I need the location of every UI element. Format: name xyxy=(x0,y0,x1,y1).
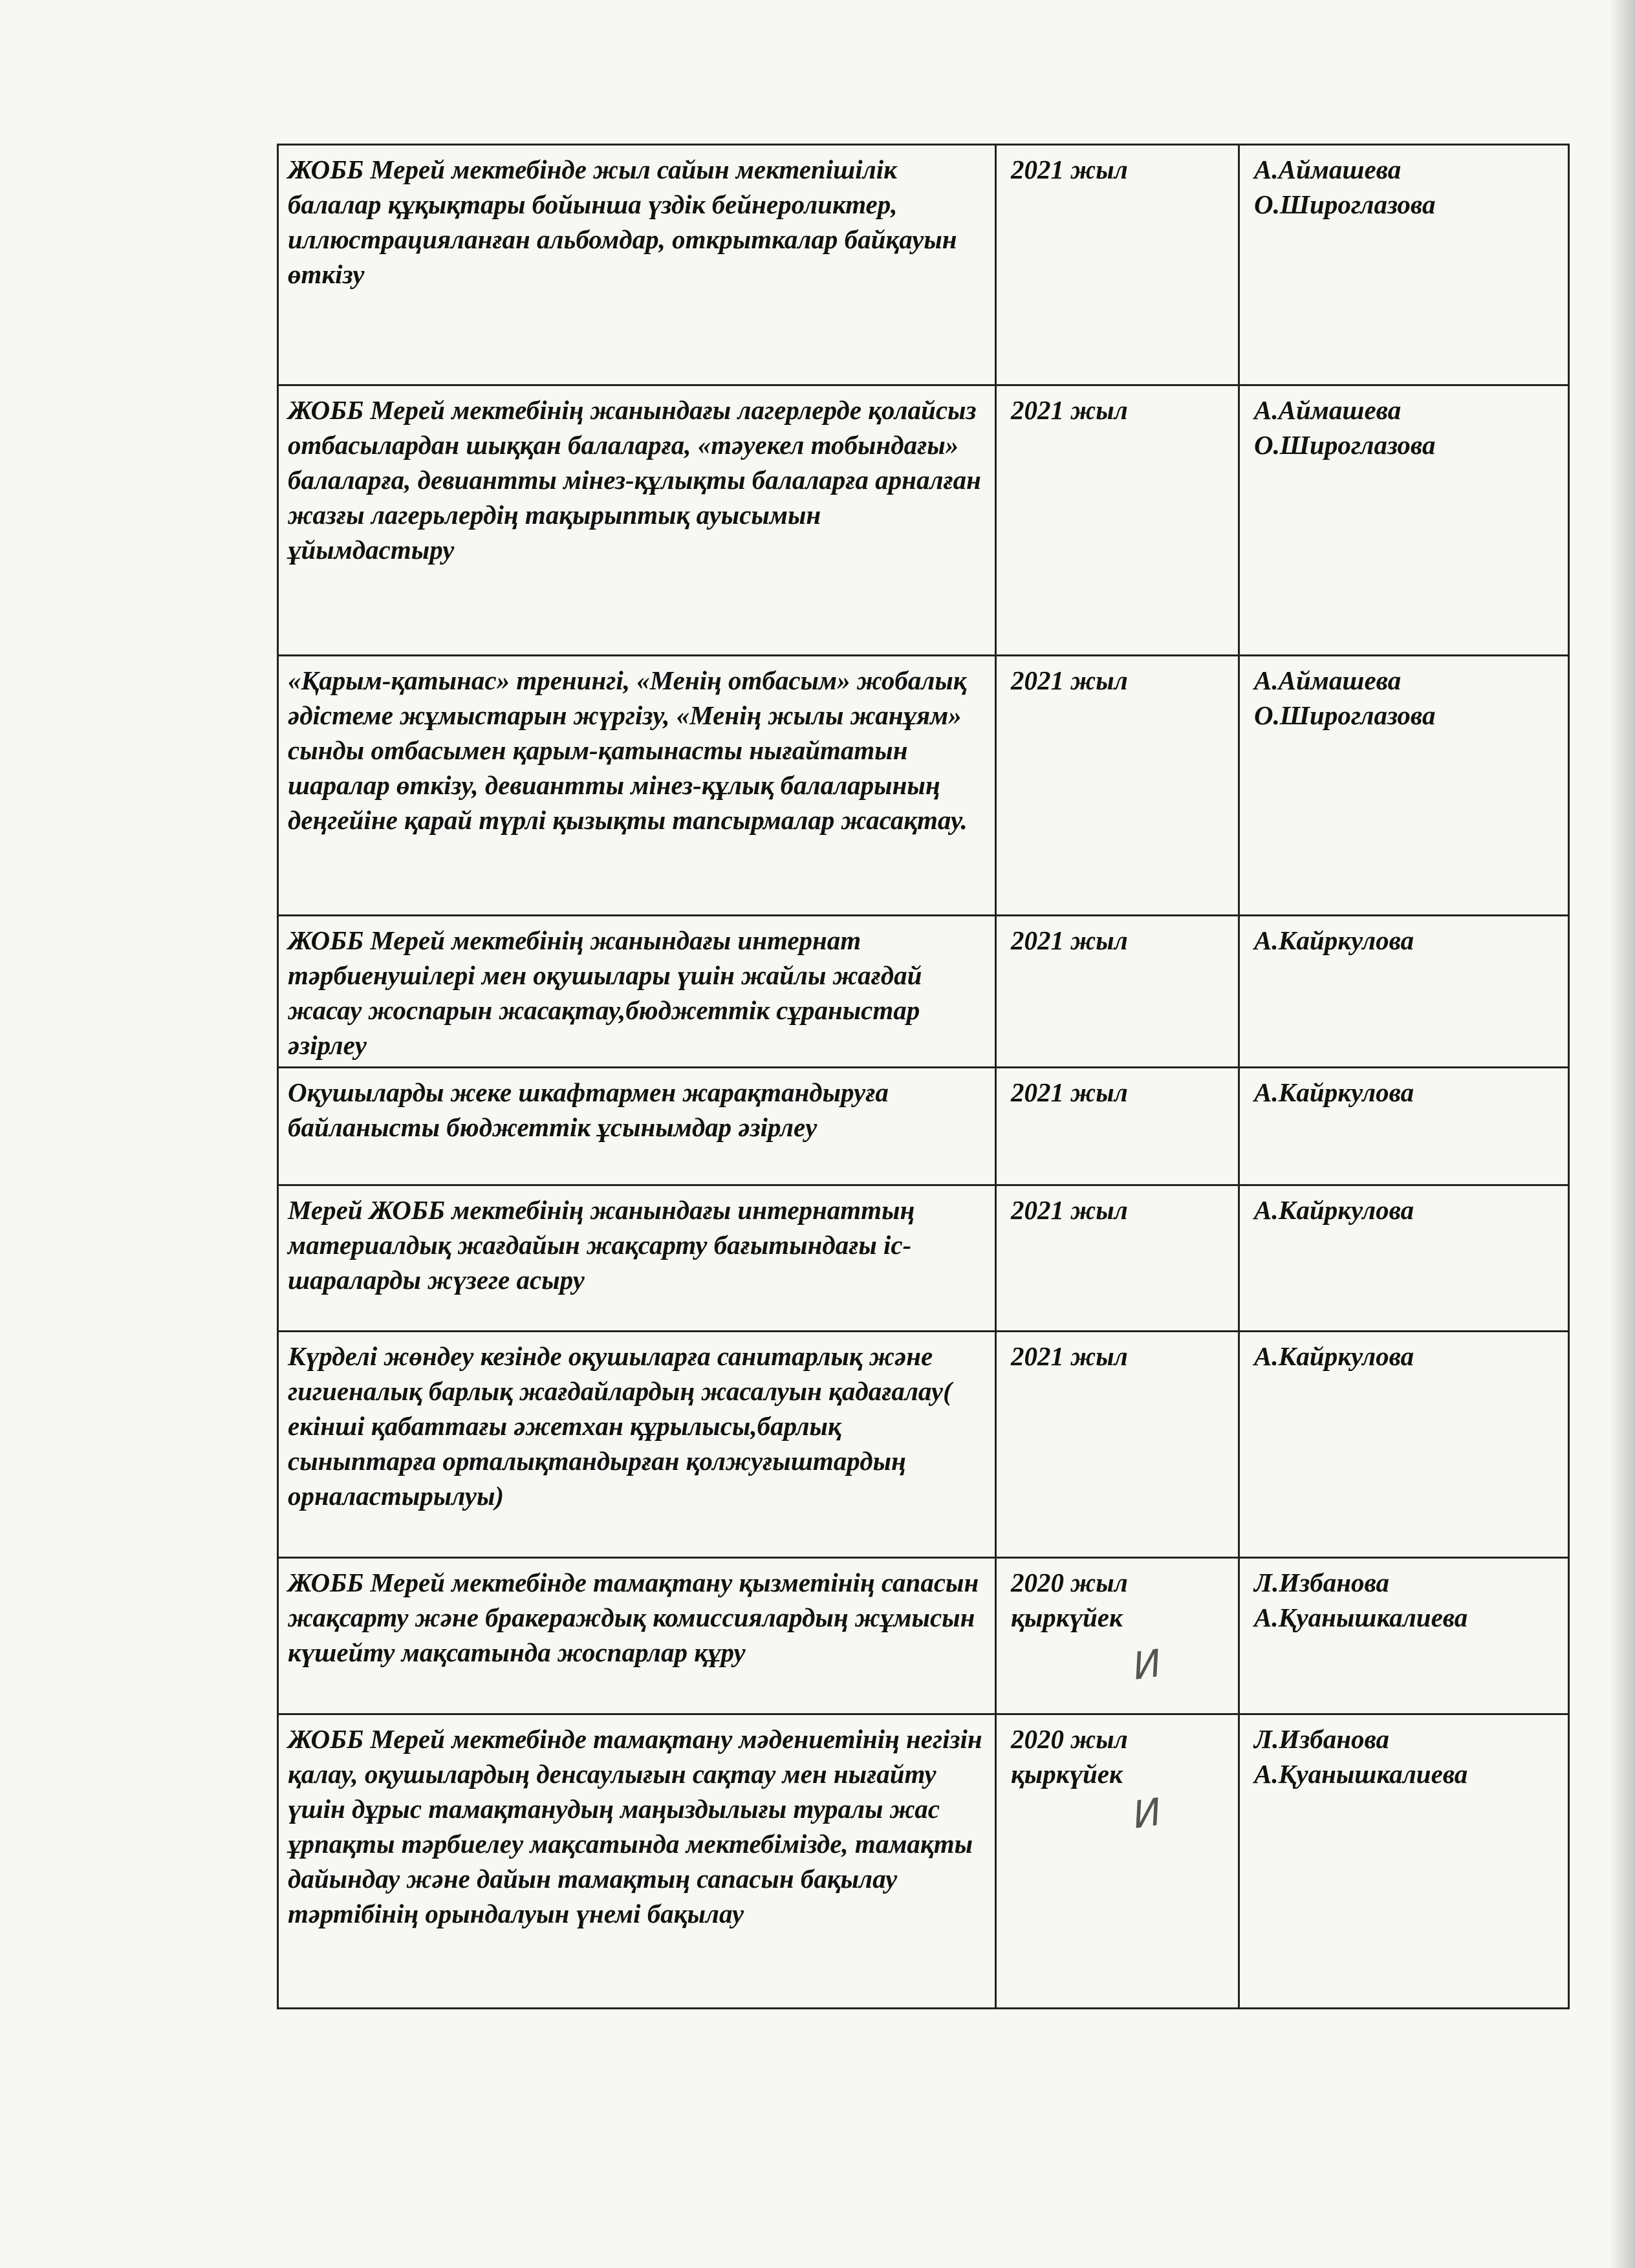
responsible-name: О.Широглазова xyxy=(1254,189,1436,219)
responsible-name: А.Кайркулова xyxy=(1254,1077,1414,1107)
responsible-cell xyxy=(1239,1185,1569,1332)
responsible-name: А.Аймашева xyxy=(1254,155,1402,184)
task-cell: ЖОББ Мерей мектебінің жанындағы лагерлерде қолайсыз отбасылардан шыққан балаларға, «тәуекел тобындағы» балаларға, девиантты мінез-құлықты балаларға арналған жазғы лагерьлердің тақырыптық ауысымын ұйымдастыру xyxy=(278,385,996,656)
date-cell xyxy=(996,385,1239,656)
table-row xyxy=(278,1714,1569,2009)
responsible-name: Л.Избанова xyxy=(1254,1568,1390,1597)
responsible-name: А.Кайркулова xyxy=(1254,1195,1414,1225)
task-cell: ЖОББ Мерей мектебінде тамақтану мәдениетінің негізін қалау, оқушылардың денсаулығын сақтау мен нығайту үшін дұрыс тамақтанудың маңыздылығы туралы жас ұрпақты тәрбиелеу мақсатында мектебімізде, тамақты дайындау және дайын тамақтың сапасын бақылау тәртібінің орындалуын үнемі бақылау xyxy=(278,1714,996,2009)
date-text: 2021 жыл xyxy=(1011,925,1128,955)
responsible-name: О.Широглазова xyxy=(1254,430,1436,460)
responsible-cell xyxy=(1239,656,1569,916)
responsible-name: А.Аймашева xyxy=(1254,665,1402,695)
task-cell: ЖОББ Мерей мектебінде жыл сайын мектепішілік балалар құқықтары бойынша үздік бейнероликтер, иллюстрацияланған альбомдар, открыткалар байқауын өткізу xyxy=(278,145,996,385)
responsible-name: А.Кайркулова xyxy=(1254,925,1414,955)
task-cell: ЖОББ Мерей мектебінде тамақтану қызметінің сапасын жақсарту және бракераждық комиссиялардың жұмысын күшейту мақсатында жоспарлар құру xyxy=(278,1558,996,1714)
responsible-name: А.Кайркулова xyxy=(1254,1341,1414,1371)
date-text: 2021 жыл xyxy=(1011,155,1128,184)
responsible-name: А.Қуанышкалиева xyxy=(1254,1603,1468,1632)
responsible-cell xyxy=(1239,1558,1569,1714)
task-cell: ЖОББ Мерей мектебінің жанындағы интернат тәрбиенушілері мен оқушылары үшін жайлы жағдай жасау жоспарын жасақтау,бюджеттік сұраныстар әзірлеу xyxy=(278,916,996,1068)
date-text: 2021 жыл xyxy=(1011,1341,1128,1371)
date-text: қыркүйек xyxy=(1011,1759,1123,1789)
task-cell: Күрделі жөндеу кезінде оқушыларға санитарлық және гигиеналық барлық жағдайлардың жасалуын қадағалау( екінші қабаттағы әжетхан құрылысы,барлық сыныптарға орталықтандырған қолжуғыштардың орналастырылуы) xyxy=(278,1332,996,1558)
responsible-cell xyxy=(1239,916,1569,1068)
date-text: 2021 жыл xyxy=(1011,1195,1128,1225)
date-cell xyxy=(996,145,1239,385)
date-text: 2020 жыл xyxy=(1011,1568,1128,1597)
table-row xyxy=(278,1558,1569,1714)
table-row xyxy=(278,656,1569,916)
date-cell xyxy=(996,1714,1239,2009)
responsible-cell xyxy=(1239,1332,1569,1558)
table-row xyxy=(278,1185,1569,1332)
table-row xyxy=(278,916,1569,1068)
responsible-name: А.Аймашева xyxy=(1254,395,1402,425)
handwritten-check-mark: И xyxy=(1130,1641,1164,1689)
responsible-cell xyxy=(1239,1714,1569,2009)
date-cell xyxy=(996,1332,1239,1558)
responsible-name: Л.Избанова xyxy=(1254,1724,1390,1754)
table-row xyxy=(278,385,1569,656)
handwritten-check-mark: И xyxy=(1130,1789,1164,1837)
date-cell xyxy=(996,916,1239,1068)
responsible-name: А.Қуанышкалиева xyxy=(1254,1759,1468,1789)
date-cell xyxy=(996,1185,1239,1332)
date-cell xyxy=(996,1068,1239,1185)
date-text: 2021 жыл xyxy=(1011,395,1128,425)
date-text: 2021 жыл xyxy=(1011,1077,1128,1107)
task-cell: «Қарым-қатынас» тренингі, «Менің отбасым» жобалық әдістеме жұмыстарын жүргізу, «Менің жылы жанұям» сынды отбасымен қарым-қатынасты нығайтатын шаралар өткізу, девиантты мінез-құлық балаларының деңгейіне қарай түрлі қызықты тапсырмалар жасақтау. xyxy=(278,656,996,916)
responsible-cell xyxy=(1239,145,1569,385)
date-text: қыркүйек xyxy=(1011,1603,1123,1632)
plan-table xyxy=(277,144,1570,2009)
responsible-cell xyxy=(1239,385,1569,656)
date-text: 2020 жыл xyxy=(1011,1724,1128,1754)
task-cell: Мерей ЖОББ мектебінің жанындағы интернаттың материалдық жағдайын жақсарту бағытындағы іс- шараларды жүзеге асыру xyxy=(278,1185,996,1332)
table-row xyxy=(278,1068,1569,1185)
date-cell xyxy=(996,656,1239,916)
page-edge-shadow xyxy=(1609,0,1635,2268)
table-row xyxy=(278,145,1569,385)
responsible-name: О.Широглазова xyxy=(1254,700,1436,730)
table-row xyxy=(278,1332,1569,1558)
task-cell: Оқушыларды жеке шкафтармен жарақтандыруға байланысты бюджеттік ұсынымдар әзірлеу xyxy=(278,1068,996,1185)
date-cell xyxy=(996,1558,1239,1714)
responsible-cell xyxy=(1239,1068,1569,1185)
date-text: 2021 жыл xyxy=(1011,665,1128,695)
